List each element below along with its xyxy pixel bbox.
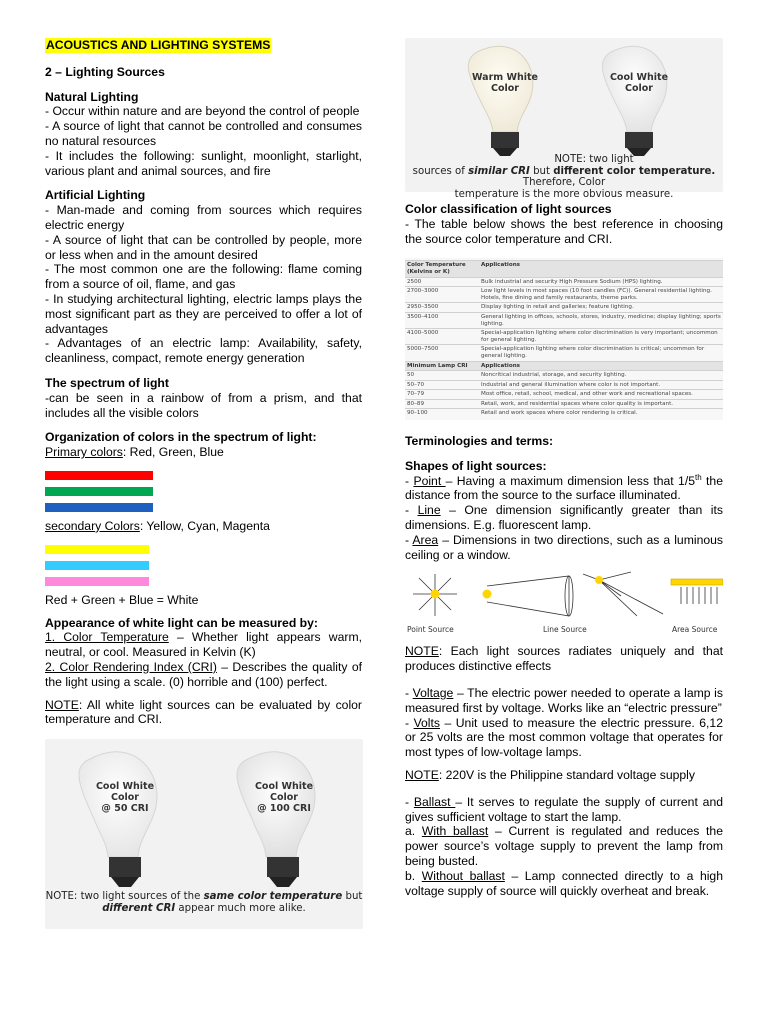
table-cell: 70–79: [405, 390, 479, 400]
table-cell: 4100–5000: [405, 329, 479, 345]
secondary-colors-text: : Yellow, Cyan, Magenta: [139, 518, 270, 533]
table-row: [405, 277, 723, 287]
magenta-swatch: [45, 577, 149, 586]
spectrum-text: -can be seen in a rainbow of from a prism, and that includes all the visible colors: [45, 390, 362, 420]
table-row: [405, 312, 723, 328]
color-temperature-text: – Whether light appears warm, neutral, or cool. Measured in Kelvin (K): [45, 630, 362, 660]
table-header-cell: Applications: [479, 261, 723, 277]
table-row: [405, 409, 723, 418]
cyan-swatch: [45, 561, 149, 570]
table-cell: 50–70: [405, 380, 479, 390]
table-cell: 80–89: [405, 399, 479, 409]
primary-color-swatches: [45, 471, 153, 512]
cri-label: 2. Color Rendering Index (CRI): [45, 659, 217, 674]
table-cell: 2500: [405, 277, 479, 287]
classification-table: [405, 260, 723, 418]
point-definition: - Point – Having a maximum dimension less that 1/5th the distance from the source to the surface illuminated.: [405, 472, 723, 503]
table-cell: Special-application lighting where color discrimination is very important; uncommon for general lighting.: [479, 329, 723, 345]
note-text: : All white light sources can be evaluated by color temperature and CRI.: [45, 697, 362, 727]
table-row: [405, 287, 723, 303]
primary-colors-label: Primary colors: [45, 445, 123, 460]
table-row: [405, 380, 723, 390]
primary-colors-line: [45, 445, 362, 460]
color-temperature-label: 1. Color Temperature: [45, 630, 169, 645]
table-cell: 90–100: [405, 409, 479, 418]
line-source-label: Line Source: [543, 625, 587, 635]
color-classification-table: [405, 258, 723, 420]
color-equation: Red + Green + Blue = White: [45, 592, 199, 607]
table-cell: Noncritical industrial, storage, and security lighting.: [479, 371, 723, 381]
terminologies-heading: Terminologies and terms:: [405, 434, 554, 449]
table-row: [405, 399, 723, 409]
secondary-colors-label: secondary Colors: [45, 518, 140, 533]
ballast-definition: - Ballast – It serves to regulate the supply of current and gives sufficient voltage to start the lamp.: [405, 794, 724, 824]
ballast-label: Ballast: [413, 794, 456, 809]
table-cell: 2950–3500: [405, 303, 479, 313]
cri-bulbs-figure: [45, 739, 363, 929]
voltage-definition: - Voltage – The electric power needed to operate a lamp is measured first by voltage. Works like an “electric pressure”: [405, 686, 723, 715]
artificial-line: - The most common one are the following: flame coming from a source of oil, flame, and gas: [45, 262, 362, 292]
table-cell: Special-application lighting where color discrimination is critical; uncommon for general lighting.: [479, 345, 723, 361]
table-cell: Retail and work spaces where color rendering is critical.: [479, 409, 723, 418]
natural-line: - A source of light that cannot be controlled and consumes no natural resources: [45, 119, 362, 148]
with-ballast-definition: a. With ballast – Current is regulated and reduces the power source’s voltage supply to prevent the lamp from being busted.: [405, 824, 723, 869]
natural-line: - Occur within nature and are beyond the control of people: [45, 104, 360, 119]
table-cell: 3500–4100: [405, 312, 479, 328]
point-label: Point: [413, 473, 446, 488]
spectrum-heading: The spectrum of light: [45, 375, 169, 390]
document-title: ACOUSTICS AND LIGHTING SYSTEMS: [46, 38, 271, 52]
volts-definition: - Volts – Unit used to measure the electric pressure. 6,12 or 25 volts are the most common voltage that operates for most types of low-voltage lamps.: [405, 715, 723, 760]
yellow-swatch: [45, 545, 149, 554]
table-cell: 50: [405, 371, 479, 381]
with-ballast-label: With ballast: [421, 824, 489, 839]
voltage-label: Voltage: [412, 686, 454, 701]
radiation-note: NOTE: Each light sources radiates uniquely and that produces distinctive effects: [405, 644, 723, 674]
without-ballast-label: Without ballast: [421, 868, 505, 883]
line-label: Line: [417, 503, 441, 518]
cri-bulbs-note: NOTE: two light sources of the same color temperature but different CRI appear much more alike.: [45, 891, 363, 915]
table-cell: Most office, retail, school, medical, and other work and recreational spaces.: [479, 390, 723, 400]
note-label: NOTE: [405, 644, 439, 659]
table-cell: 2700–3000: [405, 287, 479, 303]
area-source-label: Area Source: [672, 625, 718, 635]
temperature-bulbs-note: NOTE: two light sources of similar CRI but different color temperature. Therefore, Color temperature is the more obvious measure.: [412, 154, 716, 200]
natural-line: - It includes the following: sunlight, moonlight, starlight, various plant and animal sources, and fire: [45, 148, 362, 178]
primary-colors-text: : Red, Green, Blue: [122, 445, 224, 460]
volts-label: Volts: [413, 715, 440, 730]
temperature-bulbs-figure: [405, 38, 723, 200]
table-cell: General lighting in offices, schools, stores, industry, medicine; display lighting; sports lighting.: [479, 312, 723, 328]
classification-heading: Color classification of light sources: [405, 202, 612, 216]
section-heading: 2 – Lighting Sources: [45, 64, 165, 79]
bulb-caption-100-cri: Cool White Color @ 100 CRI: [254, 781, 314, 815]
blue-swatch: [45, 503, 153, 512]
table-cell: 5000–7500: [405, 345, 479, 361]
note-label: NOTE: [45, 697, 79, 712]
right-column: [405, 38, 723, 898]
appearance-heading: Appearance of white light can be measured by:: [45, 615, 318, 630]
note-label: NOTE: [405, 768, 439, 783]
natural-lighting-heading: Natural Lighting: [45, 89, 139, 104]
organization-heading: Organization of colors in the spectrum of light:: [45, 430, 317, 445]
lightbulb-icon: [405, 38, 723, 156]
artificial-lighting-heading: Artificial Lighting: [45, 188, 146, 203]
red-swatch: [45, 471, 153, 480]
table-row: [405, 329, 723, 345]
table-row: [405, 345, 723, 361]
light-source-diagram-icon: [405, 570, 723, 622]
table-cell: Retail, work, and residential spaces where color quality is important.: [479, 399, 723, 409]
area-definition: - Area – Dimensions in two directions, such as a luminous ceiling or a window.: [405, 532, 723, 562]
area-label: Area: [412, 532, 439, 547]
table-cell: Display lighting in retail and galleries; feature lighting.: [479, 303, 723, 313]
artificial-line: - A source of light that can be controlled by people, more or less when and in the amount desired: [45, 232, 362, 262]
left-column: [45, 38, 362, 929]
table-cell: Industrial and general illumination where color is not important.: [479, 380, 723, 390]
secondary-color-swatches: [45, 545, 149, 586]
evaluation-note: [45, 698, 362, 728]
warm-white-caption: Warm White Color: [472, 72, 538, 94]
table-row: [405, 371, 723, 381]
artificial-line: - Man-made and coming from sources which requires electric energy: [45, 203, 362, 232]
table-cell: Low light levels in most spaces (10 foot candles (FC)). General residential lighting. Hotels, fine dining and family restaurants, theme parks.: [479, 287, 723, 303]
table-row: [405, 303, 723, 313]
table-header-row: [405, 361, 723, 371]
table-header-cell: Minimum Lamp CRI: [405, 361, 479, 371]
bulb-caption-50-cri: Cool White Color @ 50 CRI: [95, 781, 155, 815]
cri-item: [45, 660, 362, 690]
lightbulb-icon: [45, 739, 363, 889]
line-definition: - Line – One dimension significantly greater than its dimensions. E.g. fluorescent lamp.: [405, 503, 723, 533]
table-header-cell: Color Temperature (Kelvins or K): [405, 261, 479, 277]
cri-text: – Describes the quality of the light using a scale. (0) horrible and (100) perfect.: [45, 659, 362, 689]
color-temperature-item: [45, 630, 362, 660]
artificial-line: - In studying architectural lighting, electric lamps plays the most significant part as they are perceived to offer a lot of advantages: [45, 291, 362, 336]
table-row: [405, 390, 723, 400]
cool-white-caption: Cool White Color: [609, 72, 669, 94]
table-header-row: [405, 261, 723, 277]
without-ballast-definition: b. Without ballast – Lamp connected directly to a high voltage supply of source will quickly overheat and break.: [405, 868, 723, 898]
secondary-colors-line: [45, 519, 362, 534]
artificial-line: - Advantages of an electric lamp: Availability, safety, cleanliness, compact, remote energy generation: [45, 336, 362, 366]
table-header-cell: Applications: [479, 361, 723, 371]
classification-text: - The table below shows the best reference in choosing the source color temperature and CRI.: [405, 216, 723, 246]
point-source-label: Point Source: [407, 625, 454, 635]
philippine-voltage-note: NOTE: 220V is the Philippine standard voltage supply: [405, 768, 695, 783]
green-swatch: [45, 487, 153, 496]
table-cell: Bulk industrial and security High Pressure Sodium (HPS) lighting.: [479, 277, 723, 287]
light-source-shapes-diagram: [405, 570, 723, 634]
shapes-heading: Shapes of light sources:: [405, 458, 547, 473]
